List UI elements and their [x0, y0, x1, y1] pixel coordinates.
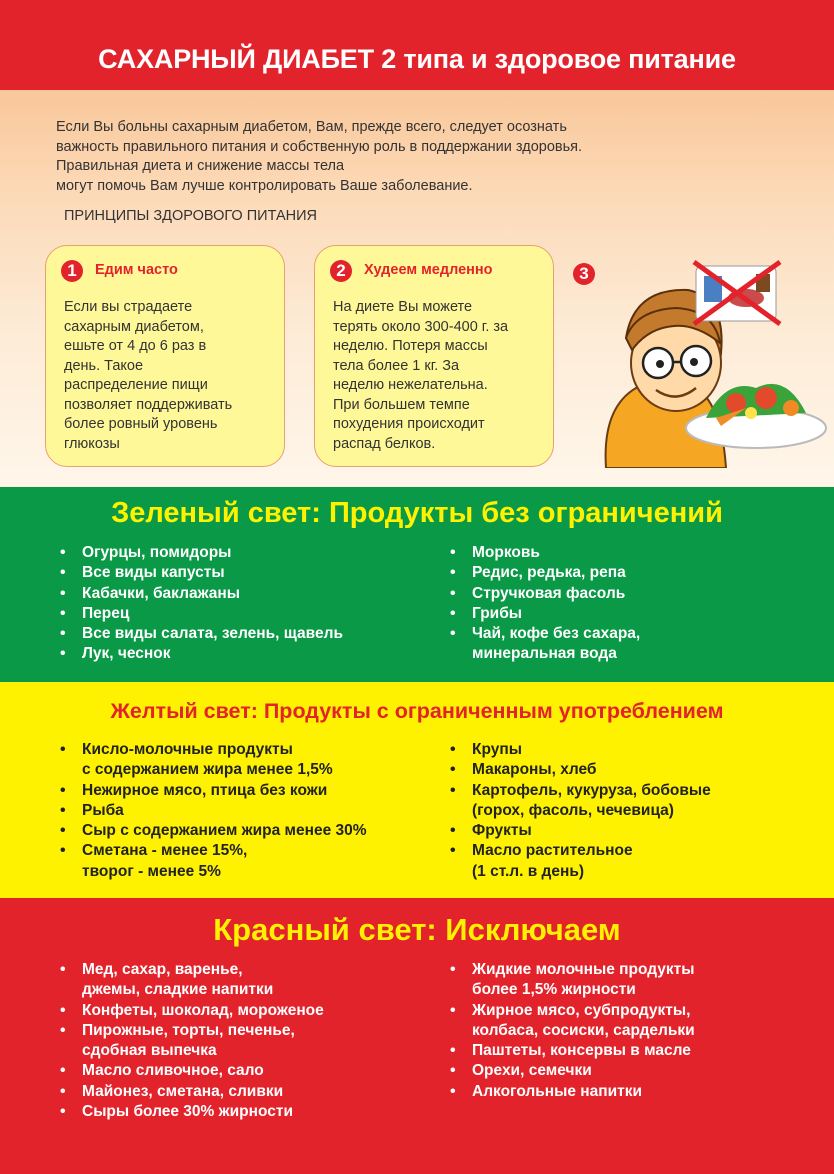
- principle-body: [64, 298, 279, 454]
- list-item: • Чай, кофе без сахара, минеральная вода: [450, 624, 640, 665]
- cartoon-man-icon: [596, 258, 834, 468]
- yellow-title: Желтый свет: Продукты с ограниченным употреблением: [110, 699, 724, 723]
- principle-card-2: [314, 245, 554, 467]
- list-item: • Кабачки, баклажаны: [60, 584, 343, 604]
- list-item: • Орехи, семечки: [450, 1061, 695, 1081]
- intro-section: [0, 90, 834, 487]
- list-item: • Сыр с содержанием жира менее 30%: [60, 821, 367, 841]
- intro-line: могут помочь Вам лучше контролировать Ваше заболевание.: [56, 177, 473, 194]
- principle-line: распад белков.: [333, 435, 436, 452]
- principle-line: При большем темпе: [333, 396, 470, 413]
- principle-number: 2: [330, 260, 352, 282]
- list-item: • Майонез, сметана, сливки: [60, 1082, 324, 1102]
- principle-line: На диете Вы можете: [333, 299, 473, 315]
- list-item: • Жидкие молочные продукты более 1,5% жирности: [450, 960, 695, 1001]
- header-banner: [0, 0, 834, 90]
- principle-line: глюкозы: [64, 435, 120, 452]
- list-item: • Макароны, хлеб: [450, 760, 711, 780]
- list-item: • Масло растительное (1 ст.л. в день): [450, 841, 711, 882]
- principle-line: более ровный уровень: [64, 416, 218, 432]
- red-title: Красный свет: Исключаем: [213, 912, 621, 947]
- list-item: • Сыры более 30% жирности: [60, 1102, 324, 1122]
- principle-line: неделю нежелательна.: [333, 377, 488, 393]
- principle-line: позволяет поддерживать: [64, 396, 233, 413]
- list-item: • Стручковая фасоль: [450, 584, 640, 604]
- green-list-right: [450, 543, 640, 665]
- list-item: • Паштеты, консервы в масле: [450, 1041, 695, 1061]
- yellow-light-section: [0, 682, 834, 898]
- principle-number-3: 3: [573, 263, 595, 285]
- list-item: • Конфеты, шоколад, мороженое: [60, 1001, 324, 1021]
- principles-heading: ПРИНЦИПЫ ЗДОРОВОГО ПИТАНИЯ: [64, 208, 317, 224]
- red-list-left: [60, 960, 324, 1122]
- list-item: • Морковь: [450, 543, 640, 563]
- list-item: • Сметана - менее 15%, творог - менее 5%: [60, 841, 367, 882]
- list-item: • Жирное мясо, субпродукты, колбаса, сосиски, сардельки: [450, 1001, 695, 1042]
- list-item: • Рыба: [60, 801, 367, 821]
- red-list-right: [450, 960, 695, 1102]
- list-item: • Фрукты: [450, 821, 711, 841]
- list-item: • Картофель, кукуруза, бобовые (горох, фасоль, чечевица): [450, 781, 711, 822]
- principle-line: неделю. Потеря массы: [333, 338, 488, 354]
- list-item: • Масло сливочное, сало: [60, 1061, 324, 1081]
- green-list-left: [60, 543, 343, 665]
- list-item: • Кисло-молочные продукты с содержанием жира менее 1,5%: [60, 740, 367, 781]
- list-item: • Перец: [60, 604, 343, 624]
- list-item: • Лук, чеснок: [60, 644, 343, 664]
- yellow-list-left: [60, 740, 367, 882]
- principle-title: Едим часто: [95, 262, 178, 278]
- principle-line: терять около 300-400 г. за: [333, 318, 509, 335]
- intro-line: важность правильного питания и собственную роль в поддержании здоровья.: [56, 138, 583, 155]
- principle-line: похудения происходит: [333, 416, 485, 432]
- green-light-section: [0, 487, 834, 682]
- list-item: • Крупы: [450, 740, 711, 760]
- principle-body: [333, 298, 548, 454]
- intro-line: Правильная диета и снижение массы тела: [56, 158, 345, 174]
- list-item: • Пирожные, торты, печенье, сдобная выпечка: [60, 1021, 324, 1062]
- list-item: • Редис, редька, репа: [450, 563, 640, 583]
- yellow-list-right: [450, 740, 711, 882]
- principle-line: сахарным диабетом,: [64, 318, 204, 335]
- list-item: • Огурцы, помидоры: [60, 543, 343, 563]
- principle-title: Худеем медленно: [364, 262, 493, 278]
- principle-line: распределение пищи: [64, 377, 208, 393]
- list-item: • Все виды салата, зелень, щавель: [60, 624, 343, 644]
- list-item: • Нежирное мясо, птица без кожи: [60, 781, 367, 801]
- principle-line: Если вы страдаете: [64, 299, 193, 315]
- page-title: САХАРНЫЙ ДИАБЕТ 2 типа и здоровое питание: [98, 44, 736, 74]
- green-title: Зеленый свет: Продукты без ограничений: [111, 497, 723, 529]
- list-item: • Грибы: [450, 604, 640, 624]
- principle-card-1: [45, 245, 285, 467]
- list-item: • Все виды капусты: [60, 563, 343, 583]
- red-light-section: [0, 898, 834, 1174]
- list-item: • Мед, сахар, варенье, джемы, сладкие напитки: [60, 960, 324, 1001]
- principle-line: тела более 1 кг. За: [333, 357, 460, 374]
- intro-line: Если Вы больны сахарным диабетом, Вам, прежде всего, следует осознать: [56, 119, 567, 135]
- intro-text: [56, 118, 696, 196]
- list-item: • Алкогольные напитки: [450, 1082, 695, 1102]
- principle-line: ешьте от 4 до 6 раз в: [64, 338, 207, 354]
- principle-number: 1: [61, 260, 83, 282]
- principle-line: день. Такое: [64, 357, 144, 374]
